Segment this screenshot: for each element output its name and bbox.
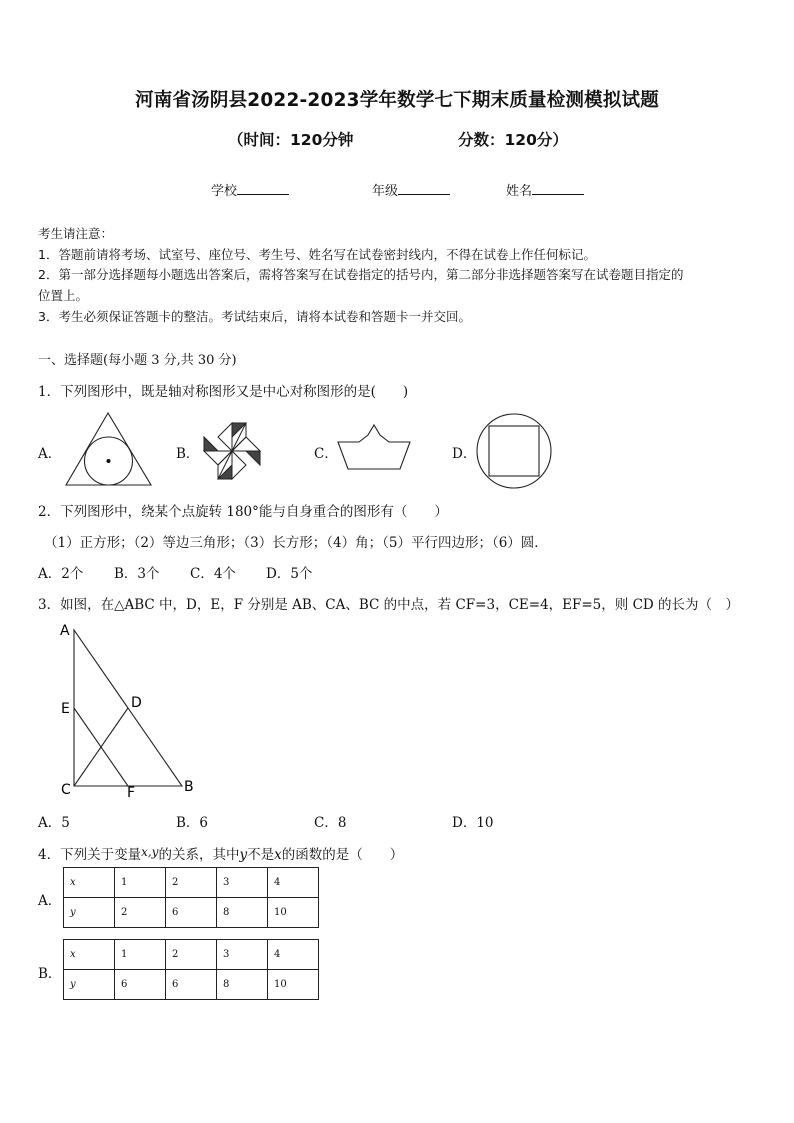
q1-option-a-label: A． [38, 446, 62, 462]
label-c: C [61, 782, 71, 798]
table-cell: 1 [115, 868, 166, 898]
q4-stem-part: 4．下列关于变量 [38, 847, 142, 863]
table-cell: x [64, 940, 115, 970]
page-title: 河南省汤阴县2022-2023学年数学七下期末质量检测模拟试题 [135, 90, 659, 111]
label-b: B [184, 779, 194, 795]
label-f: F [127, 785, 136, 800]
table-cell: 1 [115, 940, 166, 970]
school-field [211, 180, 289, 199]
table-row [64, 868, 319, 898]
label-d: D [131, 695, 142, 711]
note-item: 1．答题前请将考场、试室号、座位号、考生号、姓名写在试卷密封线内，不得在试卷上作任何标记。 [38, 247, 596, 262]
q2-option-b: B．3个 [114, 566, 160, 582]
exam-score: 分数：120分） [458, 131, 568, 149]
name-label: 姓名 [506, 184, 533, 199]
q1-figure-pinwheel [203, 422, 261, 480]
name-blank [532, 182, 584, 195]
q1-figure-triangle-incircle [64, 411, 154, 487]
table-cell: 3 [217, 868, 268, 898]
q1-option-d-label: D． [452, 446, 477, 462]
question-2-stem: 2．下列图形中，绕某个点旋转 180°能与自身重合的图形有（ ） [38, 504, 448, 520]
table-cell: x [64, 868, 115, 898]
q3-option-c: C．8 [314, 815, 347, 831]
question-1-stem: 1．下列图形中，既是轴对称图形又是中心对称图形的是( ) [38, 384, 409, 400]
q4-var-x: x [274, 847, 282, 863]
q4-stem-part: 不是 [247, 847, 275, 863]
table-cell: 4 [268, 940, 319, 970]
q4-option-b-label: B． [38, 966, 62, 982]
q3-option-d: D．10 [452, 815, 494, 831]
q4-option-a-label: A． [38, 893, 62, 909]
grade-blank [398, 182, 450, 195]
q2-option-d: D．5个 [266, 566, 313, 582]
question-2-items: （1）正方形；（2）等边三角形；（3）长方形；（4）角；（5）平行四边形；（6）圆． [44, 535, 548, 551]
table-cell: y [64, 898, 115, 928]
table-cell: 2 [166, 940, 217, 970]
note-item: 2．第一部分选择题每小题选出答案后，需将答案写在试卷指定的括号内，第二部分非选择题答案写在试卷题目指定的 [38, 267, 684, 282]
label-a: A [60, 623, 70, 639]
exam-time: （时间：120分钟 [228, 131, 354, 149]
table-row [64, 940, 319, 970]
q1-option-c-label: C． [314, 446, 338, 462]
table-cell: 6 [166, 898, 217, 928]
q3-figure-triangle-abc [56, 618, 206, 800]
label-e: E [61, 701, 70, 717]
name-field [506, 180, 584, 199]
table-row [64, 898, 319, 928]
note-item: 3．考生必须保证答题卡的整洁。考试结束后，请将本试卷和答题卡一并交回。 [38, 309, 471, 324]
table-cell: 10 [268, 970, 319, 1000]
school-label: 学校 [211, 184, 238, 199]
q1-figure-crown-boat [336, 423, 412, 471]
grade-field [372, 180, 450, 199]
q4-stem-part: 的函数的是（ ） [281, 847, 404, 863]
table-cell: 10 [268, 898, 319, 928]
q2-option-a: A．2个 [38, 566, 84, 582]
q3-option-b: B．6 [176, 815, 209, 831]
q4-table-a [63, 867, 319, 928]
table-cell: y [64, 970, 115, 1000]
note-item: 位置上。 [38, 288, 89, 303]
table-cell: 8 [217, 898, 268, 928]
q3-option-a: A．5 [38, 815, 70, 831]
table-row [64, 970, 319, 1000]
grade-label: 年级 [372, 184, 399, 199]
table-cell: 4 [268, 868, 319, 898]
table-cell: 6 [115, 970, 166, 1000]
notes-heading: 考生请注意： [38, 226, 114, 241]
school-blank [237, 182, 289, 195]
section-heading: 一、选择题(每小题 3 分,共 30 分) [38, 353, 237, 368]
question-4-stem [38, 843, 403, 863]
table-cell: 8 [217, 970, 268, 1000]
table-cell: 2 [115, 898, 166, 928]
q4-table-b [63, 939, 319, 1000]
question-3-stem: 3．如图，在△ABC 中，D，E，F 分别是 AB、CA、BC 的中点，若 CF=3，CE=4，EF=5，则 CD 的长为（ ） [38, 597, 740, 613]
q4-stem-part: 的关系，其中 [158, 847, 240, 863]
q2-option-c: C．4个 [190, 566, 236, 582]
q1-option-b-label: B． [176, 446, 200, 462]
q4-var-y: y [239, 847, 248, 863]
table-cell: 2 [166, 868, 217, 898]
table-cell: 6 [166, 970, 217, 1000]
table-cell: 3 [217, 940, 268, 970]
q1-figure-square-in-circle [474, 412, 554, 490]
q4-variables: x,y [141, 845, 159, 859]
